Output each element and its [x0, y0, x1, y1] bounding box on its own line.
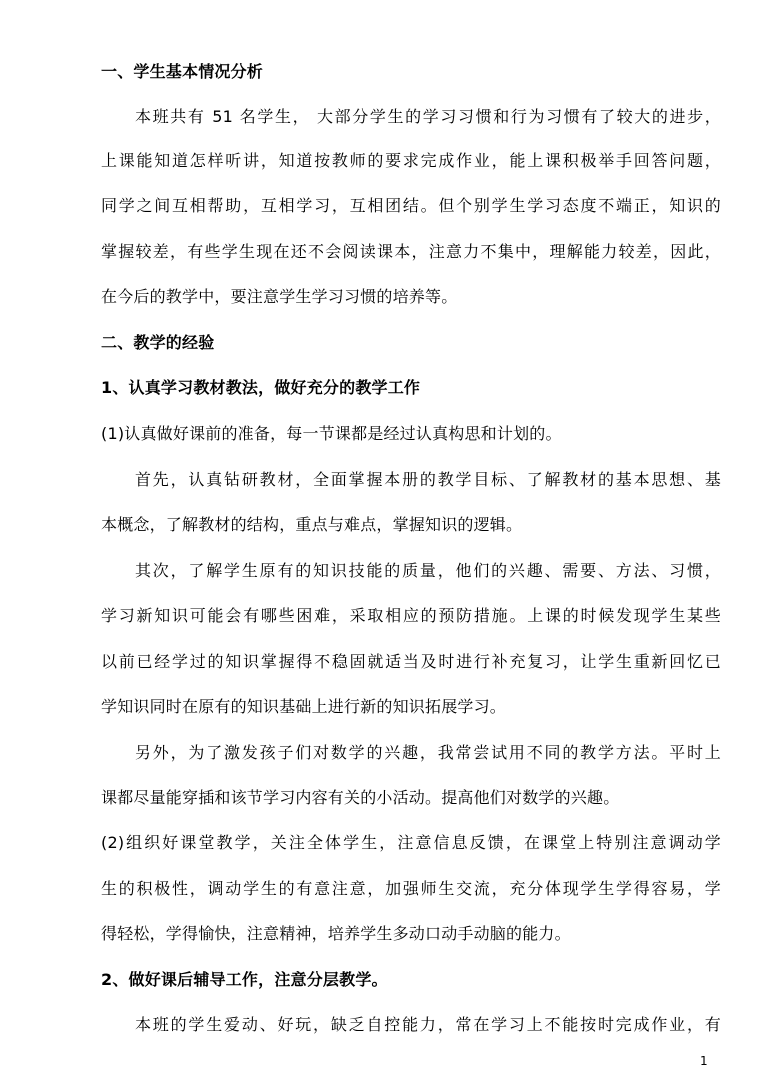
- subsection-heading-2: 2、做好课后辅导工作，注意分层教学。: [101, 970, 388, 989]
- paragraph-line: 本班的学生爱动、好玩，缺乏自控能力，常在学习上不能按时完成作业，有: [135, 1015, 721, 1034]
- paragraph-line: 在今后的教学中，要注意学生学习习惯的培养等。: [101, 287, 458, 306]
- paragraph-line: 本班共有 51 名学生， 大部分学生的学习习惯和行为习惯有了较大的进步，: [135, 107, 721, 126]
- page-number: 1: [700, 1054, 708, 1068]
- paragraph-line: 生的积极性，调动学生的有意注意，加强师生交流，充分体现学生学得容易，学: [101, 879, 721, 898]
- section-heading-1: 一、学生基本情况分析: [101, 62, 264, 81]
- paragraph-line: 学习新知识可能会有哪些困难，采取相应的预防措施。上课的时候发现学生某些: [101, 606, 721, 625]
- paragraph-line: 本概念，了解教材的结构，重点与难点，掌握知识的逻辑。: [101, 515, 523, 534]
- paragraph-line: 上课能知道怎样听讲，知道按教师的要求完成作业，能上课积极举手回答问题，: [101, 151, 721, 170]
- subsection-heading-1: 1、认真学习教材教法，做好充分的教学工作: [101, 378, 421, 397]
- paragraph-line: (1)认真做好课前的准备，每一节课都是经过认真构思和计划的。: [101, 424, 562, 443]
- paragraph-line: 首先，认真钻研教材，全面掌握本册的教学目标、了解教材的基本思想、基: [135, 470, 721, 489]
- paragraph-line: 另外，为了激发孩子们对数学的兴趣，我常尝试用不同的教学方法。平时上: [135, 743, 721, 762]
- paragraph-line: 得轻松，学得愉快，注意精神，培养学生多动口动手动脑的能力。: [101, 924, 571, 943]
- paragraph-line: 掌握较差，有些学生现在还不会阅读课本，注意力不集中，理解能力较差，因此，: [101, 242, 721, 261]
- paragraph-line: 其次，了解学生原有的知识技能的质量，他们的兴趣、需要、方法、习惯，: [135, 561, 721, 580]
- paragraph-line: 以前已经学过的知识掌握得不稳固就适当及时进行补充复习，让学生重新回忆已: [101, 652, 721, 671]
- paragraph-line: 课都尽量能穿插和该节学习内容有关的小活动。提高他们对数学的兴趣。: [101, 788, 620, 807]
- paragraph-line: 同学之间互相帮助，互相学习，互相团结。但个别学生学习态度不端正，知识的: [101, 196, 721, 215]
- paragraph-line: 学知识同时在原有的知识基础上进行新的知识拓展学习。: [101, 697, 507, 716]
- section-heading-2: 二、教学的经验: [101, 333, 215, 352]
- paragraph-line: (2)组织好课堂教学，关注全体学生，注意信息反馈，在课堂上特别注意调动学: [101, 833, 721, 852]
